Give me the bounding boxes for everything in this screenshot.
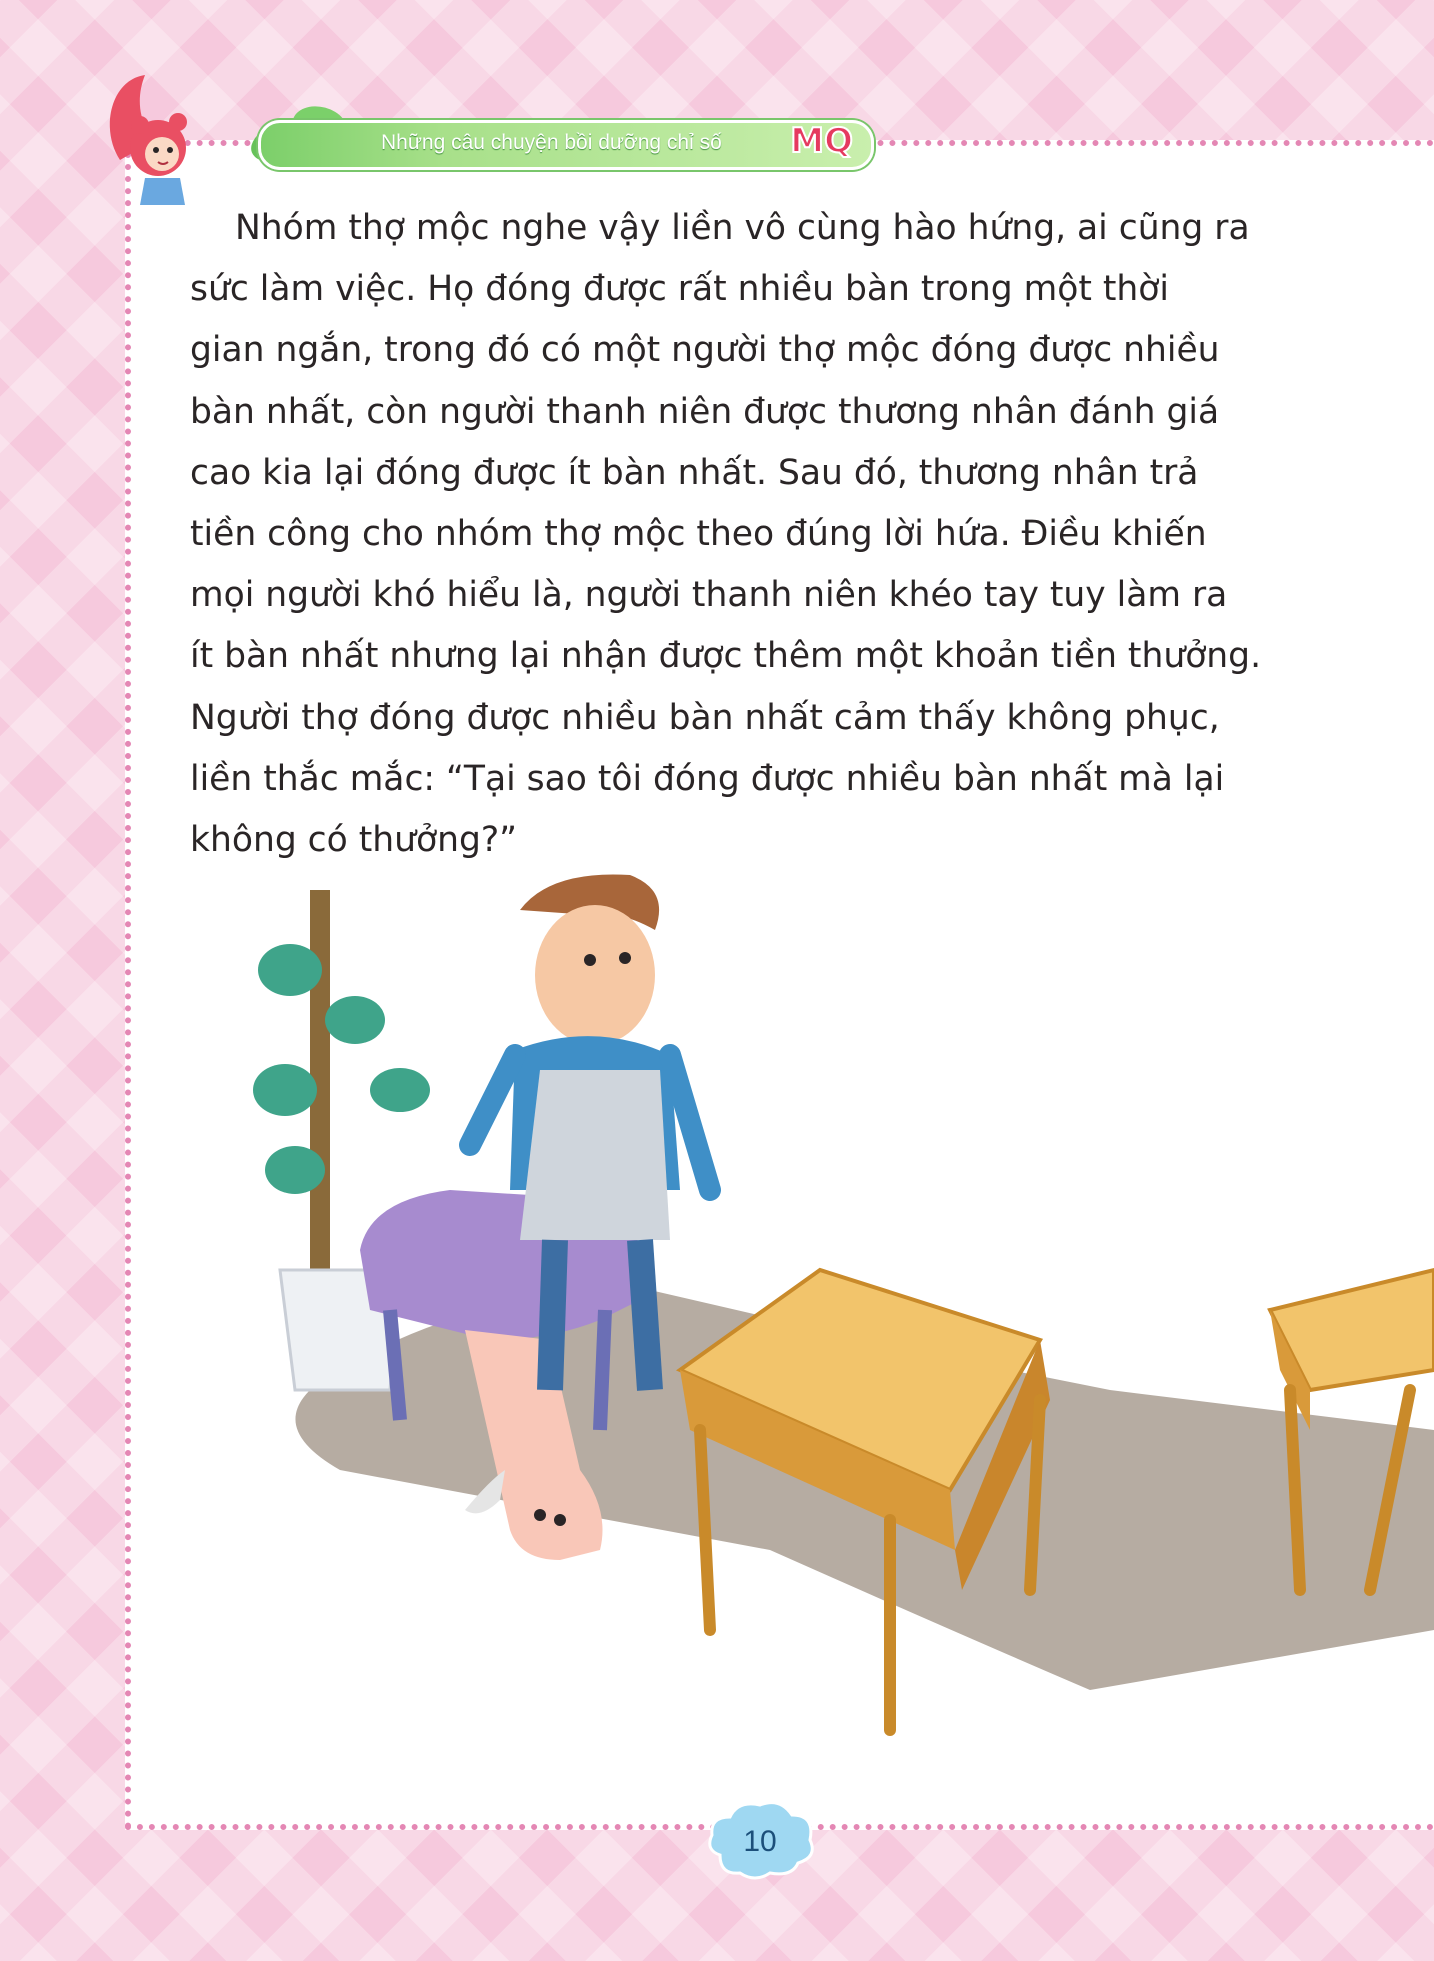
series-banner [258,120,874,170]
story-line: mọi người khó hiểu là, người thanh niên khéo tay tuy làm ra [190,575,1228,616]
squirrel-mascot-icon [100,70,210,210]
series-badge: MQ [790,121,853,161]
story-line: ít bàn nhất nhưng lại nhận được thêm một khoản tiền thưởng. [190,636,1262,677]
story-line: không có thưởng?” [190,820,518,861]
series-title: Những câu chuyện bồi dưỡng chỉ số [381,131,722,154]
story-line: sức làm việc. Họ đóng được rất nhiều bàn trong một thời [190,269,1169,310]
story-line: liền thắc mắc: “Tại sao tôi đóng được nhiều bàn nhất mà lại [190,758,1225,799]
page-number-badge [700,1795,820,1889]
story-line: gian ngắn, trong đó có một người thợ mộc đóng được nhiều [190,330,1220,371]
story-line: tiền công cho nhóm thợ mộc theo đúng lời hứa. Điều khiến [190,514,1207,555]
story-line: cao kia lại đóng được ít bàn nhất. Sau đó, thương nhân trả [190,452,1199,493]
page-number: 10 [743,1825,777,1858]
story-paragraph [190,198,1260,871]
story-line: Nhóm thợ mộc nghe vậy liền vô cùng hào hứng, ai cũng ra [235,208,1250,248]
story-line: bàn nhất, còn người thanh niên được thương nhân đánh giá [190,391,1220,432]
story-line: Người thợ đóng được nhiều bàn nhất cảm thấy không phục, [190,697,1220,738]
carpenters-illustration [250,870,1434,1750]
